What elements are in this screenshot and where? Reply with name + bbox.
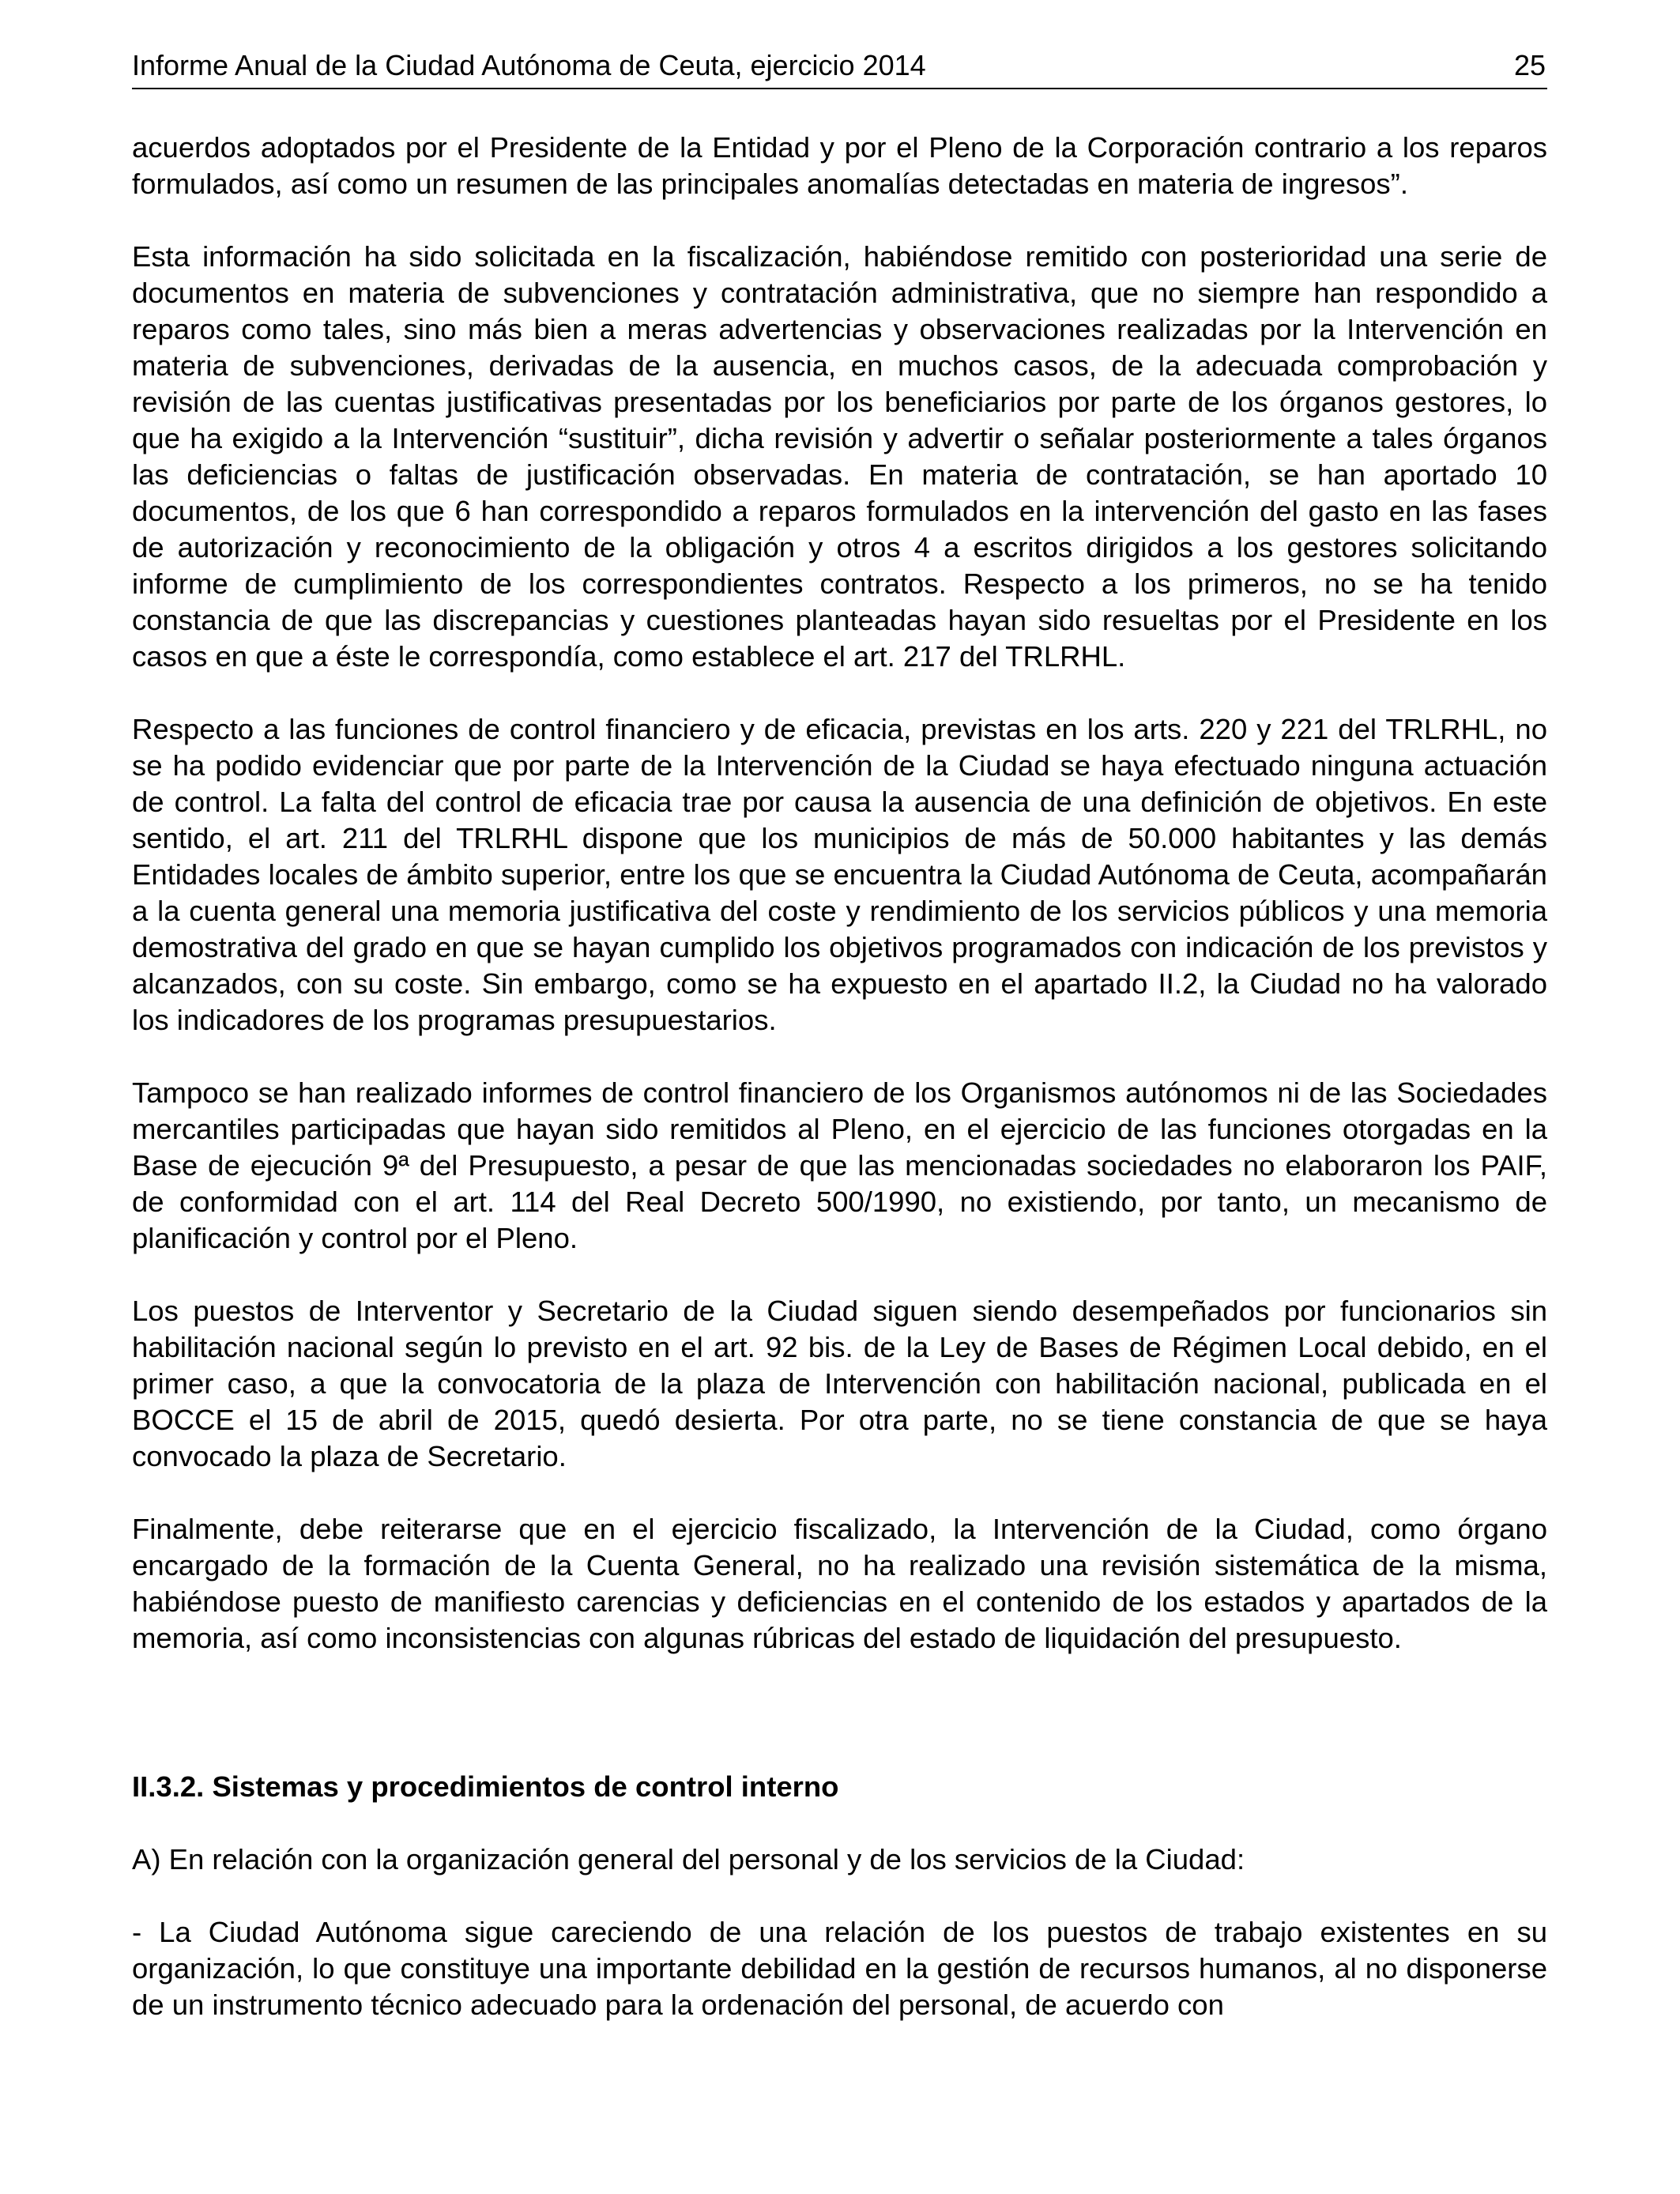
page-number: 25 [1513,49,1546,81]
paragraph-continuation: acuerdos adoptados por el Presidente de la Entidad y por el Pleno de la Corporación contrario a los reparos formulados, así como un resumen de las principales anomalías detectadas en materia de ingresos”. [132,131,1547,200]
paragraph-control-financiero: Respecto a las funciones de control financiero y de eficacia, previstas en los arts. 220 y 221 del TRLRHL, no se ha podido evidenciar que por parte de la Intervención de la Ciudad se haya efectuado ninguna actuación de control. La falta del control de eficacia trae por causa la ausencia de una definición de objetivos. En este sentido, el art. 211 del TRLRHL dispone que los municipios de más de 50.000 habitantes y las demás Entidades locales de ámbito superior, entre los que se encuentra la Ciudad Autónoma de Ceuta, acompañarán a la cuenta general una memoria justificativa del coste y rendimiento de los servicios públicos y una memoria demostrativa del grado en que se hayan cumplido los objetivos programados con indicación de los previstos y alcanzados, con su coste. Sin embargo, como se ha expuesto en el apartado II.2, la Ciudad no ha valorado los indicadores de los programas presupuestarios. [132,713,1547,1036]
bullet-paragraph: - La Ciudad Autónoma sigue careciendo de una relación de los puestos de trabajo existentes en su organización, lo que constituye una importante debilidad en la gestión de recursos humanos, al no disponerse de un instrumento técnico adecuado para la ordenación del personal, de acuerdo con [132,1916,1547,2021]
paragraph-organismos-autonomos: Tampoco se han realizado informes de control financiero de los Organismos autónomos ni de las Sociedades mercantiles participadas que hayan sido remitidos al Pleno, en el ejercicio de las funciones otorgadas en la Base de ejecución 9ª del Presupuesto, a pesar de que las mencionadas sociedades no elaboraron los PAIF, de conformidad con el art. 114 del Real Decreto 500/1990, no existiendo, por tanto, un mecanismo de planificación y control por el Pleno. [132,1076,1547,1254]
document-body [132,130,1547,2060]
header-title: Informe Anual de la Ciudad Autónoma de Ceuta, ejercicio 2014 [132,49,926,81]
paragraph-cuenta-general: Finalmente, debe reiterarse que en el ejercicio fiscalizado, la Intervención de la Ciudad, como órgano encargado de la formación de la Cuenta General, no ha realizado una revisión sistemática de la misma, habiéndose puesto de manifiesto carencias y deficiencias en el contenido de los estados y apartados de la memoria, así como inconsistencias con algunas rúbricas del estado de liquidación del presupuesto. [132,1513,1547,1654]
document-page [132,0,1547,2194]
paragraph-interventor-secretario: Los puestos de Interventor y Secretario de la Ciudad siguen siendo desempeñados por funcionarios sin habilitación nacional según lo previsto en el art. 92 bis. de la Ley de Bases de Régimen Local debido, en el primer caso, a que la convocatoria de la plaza de Intervención con habilitación nacional, publicada en el BOCCE el 15 de abril de 2015, quedó desierta. Por otra parte, no se tiene constancia de que se haya convocado la plaza de Secretario. [132,1295,1547,1472]
section-heading: II.3.2. Sistemas y procedimientos de control interno [132,1770,839,1803]
section-subheading: A) En relación con la organización general del personal y de los servicios de la Ciudad: [132,1843,1245,1875]
paragraph-informacion-solicitada: Esta información ha sido solicitada en la fiscalización, habiéndose remitido con posterioridad una serie de documentos en materia de subvenciones y contratación administrativa, que no siempre han respondido a reparos como tales, sino más bien a meras advertencias y observaciones realizadas por la Intervención en materia de subvenciones, derivadas de la ausencia, en muchos casos, de la adecuada comprobación y revisión de las cuentas justificativas presentadas por los beneficiarios por parte de los órganos gestores, lo que ha exigido a la Intervención “sustituir”, dicha revisión y advertir o señalar posteriormente a tales órganos las deficiencias o faltas de justificación observadas. En materia de contratación, se han aportado 10 documentos, de los que 6 han correspondido a reparos formulados en la intervención del gasto en las fases de autorización y reconocimiento de la obligación y otros 4 a escritos dirigidos a los gestores solicitando informe de cumplimiento de los correspondientes contratos. Respecto a los primeros, no se ha tenido constancia de que las discrepancias y cuestiones planteadas hayan sido resueltas por el Presidente en los casos en que a éste le correspondía, como establece el art. 217 del TRLRHL. [132,240,1547,673]
running-header [132,43,1547,89]
